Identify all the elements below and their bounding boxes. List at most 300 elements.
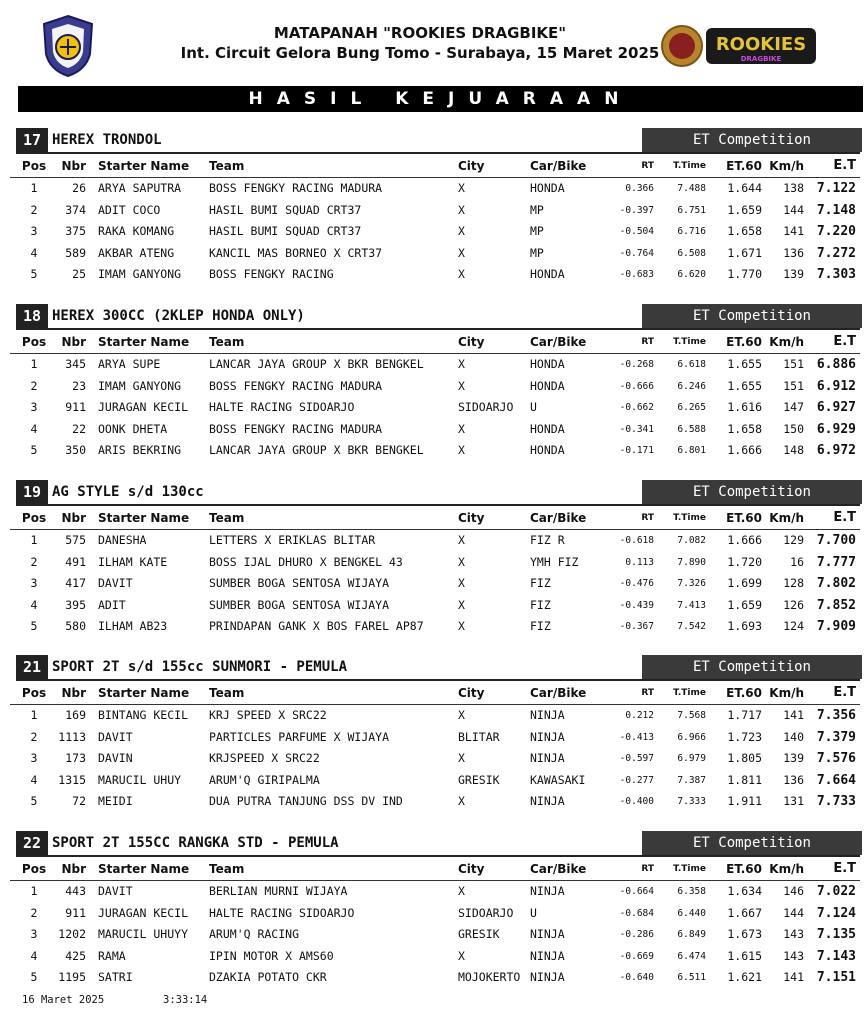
cell-pos: 2 xyxy=(30,905,38,920)
cell-car: YMH FIZ xyxy=(530,554,579,569)
column-header-name: Starter Name xyxy=(98,862,190,876)
class-name: HEREX TRONDOL xyxy=(52,132,162,148)
column-header-et: E.T xyxy=(833,158,856,173)
cell-et: 7.700 xyxy=(816,533,856,548)
column-header-et60: ET.60 xyxy=(726,862,762,876)
cell-city: X xyxy=(458,181,465,195)
cell-et: 7.909 xyxy=(816,619,856,635)
cell-city: X xyxy=(458,597,465,612)
cell-et: 7.022 xyxy=(816,884,856,899)
cell-team: ARUM'Q GIRIPALMA xyxy=(209,772,320,787)
cell-car: FIZ xyxy=(530,576,551,591)
cell-name: DAVIT xyxy=(98,884,133,898)
cell-name: DAVIT xyxy=(98,729,133,744)
cell-nbr: 374 xyxy=(65,202,86,217)
cell-city: MOJOKERTO xyxy=(458,970,521,985)
cell-team: BOSS FENGKY RACING xyxy=(209,267,334,282)
cell-kmh: 16 xyxy=(790,554,804,569)
column-header-tt: T.Time xyxy=(673,337,706,347)
table-row xyxy=(10,200,860,222)
column-header-tt: T.Time xyxy=(673,513,706,523)
cell-kmh: 151 xyxy=(783,378,804,393)
column-header-kmh: Km/h xyxy=(769,335,804,349)
cell-et60: 1.805 xyxy=(727,751,762,766)
cell-et: 7.148 xyxy=(816,202,856,218)
cell-name: JURAGAN KECIL xyxy=(98,400,189,415)
cell-name: ILHAM AB23 xyxy=(98,619,168,634)
cell-name: DAVIT xyxy=(98,576,133,591)
cell-city: X xyxy=(458,245,465,260)
table-row xyxy=(10,924,860,946)
cell-et: 7.777 xyxy=(816,554,856,570)
cell-car: U xyxy=(530,905,537,920)
cell-name: IMAM GANYONG xyxy=(98,267,182,282)
cell-city: X xyxy=(458,224,465,239)
cell-rt: -0.666 xyxy=(619,380,654,392)
cell-car: NINJA xyxy=(530,970,565,985)
column-header-pos: Pos xyxy=(21,862,47,876)
cell-et60: 1.658 xyxy=(727,224,762,239)
cell-pos: 4 xyxy=(30,245,38,260)
class-name: AG STYLE s/d 130cc xyxy=(52,484,204,500)
cell-tt: 6.474 xyxy=(677,950,706,962)
column-header-kmh: Km/h xyxy=(769,511,804,525)
cell-et: 6.927 xyxy=(816,400,856,416)
cell-et60: 1.717 xyxy=(727,708,762,722)
column-header-tt: T.Time xyxy=(673,864,706,874)
column-header-nbr: Nbr xyxy=(61,335,86,349)
table-row xyxy=(10,881,860,903)
cell-tt: 6.508 xyxy=(677,247,706,259)
cell-city: X xyxy=(458,421,465,436)
table-row xyxy=(10,705,860,727)
column-header-et60: ET.60 xyxy=(726,159,762,173)
cell-kmh: 128 xyxy=(783,576,804,591)
cell-name: ARYA SAPUTRA xyxy=(98,181,182,195)
table-row xyxy=(10,791,860,813)
cell-et: 7.220 xyxy=(816,224,856,240)
cell-rt: 0.212 xyxy=(625,710,654,721)
cell-kmh: 150 xyxy=(783,421,804,436)
cell-pos: 5 xyxy=(30,267,38,282)
cell-rt: -0.664 xyxy=(619,886,654,897)
cell-car: NINJA xyxy=(530,708,565,722)
cell-car: KAWASAKI xyxy=(530,772,586,787)
cell-tt: 6.966 xyxy=(677,731,706,743)
cell-nbr: 443 xyxy=(65,884,86,898)
cell-city: X xyxy=(458,794,465,809)
cell-name: IMAM GANYONG xyxy=(98,378,182,393)
column-header-team: Team xyxy=(209,862,245,876)
cell-et60: 1.811 xyxy=(727,772,762,787)
cell-team: LANCAR JAYA GROUP X BKR BENGKEL xyxy=(209,443,424,458)
cell-rt: -0.504 xyxy=(619,226,654,238)
cell-pos: 5 xyxy=(30,970,38,985)
cell-kmh: 146 xyxy=(783,884,804,898)
column-header-pos: Pos xyxy=(21,686,47,700)
class-header xyxy=(10,304,860,328)
race-class-section xyxy=(10,831,860,989)
cell-city: X xyxy=(458,357,465,371)
cell-pos: 3 xyxy=(30,224,38,239)
competition-type-badge: ET Competition xyxy=(642,655,862,679)
cell-kmh: 144 xyxy=(783,905,804,920)
cell-et60: 1.666 xyxy=(727,443,762,458)
cell-nbr: 911 xyxy=(65,400,86,415)
column-header-pos: Pos xyxy=(21,335,47,349)
cell-team: HASIL BUMI SQUAD CRT37 xyxy=(209,202,362,217)
table-row xyxy=(10,376,860,398)
cell-nbr: 911 xyxy=(65,905,86,920)
cell-kmh: 138 xyxy=(783,181,804,195)
cell-rt: -0.439 xyxy=(619,599,654,611)
cell-et: 7.852 xyxy=(816,597,856,613)
cell-et60: 1.720 xyxy=(727,554,762,569)
column-header-team: Team xyxy=(209,335,245,349)
column-header-team: Team xyxy=(209,159,245,173)
cell-city: X xyxy=(458,576,465,591)
cell-team: LETTERS X ERIKLAS BLITAR xyxy=(209,533,376,547)
cell-et60: 1.659 xyxy=(727,597,762,612)
table-row xyxy=(10,530,860,552)
table-header xyxy=(10,507,860,530)
race-class-section xyxy=(10,128,860,286)
cell-tt: 6.440 xyxy=(677,907,706,919)
column-header-pos: Pos xyxy=(21,511,47,525)
cell-city: X xyxy=(458,554,465,569)
cell-team: SUMBER BOGA SENTOSA WIJAYA xyxy=(209,576,390,591)
cell-kmh: 124 xyxy=(783,619,804,634)
column-header-tt: T.Time xyxy=(673,688,706,698)
cell-rt: -0.367 xyxy=(619,621,654,633)
cell-tt: 6.849 xyxy=(677,929,706,941)
cell-et60: 1.658 xyxy=(727,421,762,436)
cell-kmh: 141 xyxy=(783,708,804,722)
cell-et: 7.576 xyxy=(816,751,856,767)
table-row xyxy=(10,221,860,243)
column-header-car: Car/Bike xyxy=(530,862,587,876)
column-header-rt: RT xyxy=(641,688,654,698)
cell-team: KANCIL MAS BORNEO X CRT37 xyxy=(209,245,383,260)
cell-tt: 6.246 xyxy=(677,380,706,392)
page-header xyxy=(0,0,867,84)
cell-nbr: 589 xyxy=(65,245,86,260)
cell-team: DUA PUTRA TANJUNG DSS DV IND xyxy=(209,794,403,809)
cell-name: ILHAM KATE xyxy=(98,554,168,569)
class-number: 22 xyxy=(16,831,48,855)
column-header-nbr: Nbr xyxy=(61,862,86,876)
cell-et60: 1.770 xyxy=(727,267,762,282)
column-header-team: Team xyxy=(209,511,245,525)
table-row xyxy=(10,770,860,792)
cell-nbr: 1113 xyxy=(58,729,86,744)
print-date: 16 Maret 2025 xyxy=(22,994,105,1006)
cell-tt: 6.620 xyxy=(677,269,706,281)
cell-nbr: 25 xyxy=(72,267,86,282)
column-header-et60: ET.60 xyxy=(726,686,762,700)
column-header-rt: RT xyxy=(641,513,654,523)
cell-rt: -0.400 xyxy=(619,796,654,808)
cell-city: X xyxy=(458,708,465,722)
table-row xyxy=(10,595,860,617)
table-row xyxy=(10,552,860,574)
table-row xyxy=(10,264,860,286)
cell-tt: 6.618 xyxy=(677,359,706,370)
cell-et60: 1.634 xyxy=(727,884,762,898)
cell-team: DZAKIA POTATO CKR xyxy=(209,970,327,985)
cell-et: 7.664 xyxy=(816,772,856,788)
cell-nbr: 72 xyxy=(72,794,86,809)
class-number: 19 xyxy=(16,480,48,504)
cell-car: NINJA xyxy=(530,794,565,809)
class-name: SPORT 2T s/d 155cc SUNMORI - PEMULA xyxy=(52,659,348,675)
cell-kmh: 139 xyxy=(783,267,804,282)
cell-nbr: 1202 xyxy=(58,927,86,942)
cell-nbr: 169 xyxy=(65,708,86,722)
cell-kmh: 139 xyxy=(783,751,804,766)
table-row xyxy=(10,243,860,265)
cell-car: HONDA xyxy=(530,267,565,282)
cell-et60: 1.655 xyxy=(727,378,762,393)
cell-team: KRJ SPEED X SRC22 xyxy=(209,708,327,722)
cell-name: DANESHA xyxy=(98,533,147,547)
cell-rt: -0.597 xyxy=(619,753,654,765)
cell-kmh: 126 xyxy=(783,597,804,612)
class-number: 17 xyxy=(16,128,48,152)
cell-et60: 1.699 xyxy=(727,576,762,591)
column-header-rt: RT xyxy=(641,337,654,347)
cell-tt: 7.890 xyxy=(677,556,706,568)
cell-kmh: 136 xyxy=(783,772,804,787)
cell-city: SIDOARJO xyxy=(458,905,514,920)
cell-name: RAKA KOMANG xyxy=(98,224,175,239)
cell-rt: -0.684 xyxy=(619,907,654,919)
cell-name: OONK DHETA xyxy=(98,421,168,436)
cell-city: GRESIK xyxy=(458,772,500,787)
cell-kmh: 144 xyxy=(783,202,804,217)
cell-team: SUMBER BOGA SENTOSA WIJAYA xyxy=(209,597,390,612)
cell-rt: -0.764 xyxy=(619,247,654,259)
column-header-car: Car/Bike xyxy=(530,159,587,173)
cell-pos: 1 xyxy=(30,357,38,371)
cell-name: ARIS BEKRING xyxy=(98,443,182,458)
column-header-nbr: Nbr xyxy=(61,511,86,525)
column-header-team: Team xyxy=(209,686,245,700)
cell-nbr: 425 xyxy=(65,948,86,963)
cell-pos: 4 xyxy=(30,597,38,612)
cell-city: X xyxy=(458,884,465,898)
column-header-et60: ET.60 xyxy=(726,335,762,349)
cell-name: DAVIN xyxy=(98,751,133,766)
cell-tt: 6.979 xyxy=(677,753,706,765)
cell-pos: 1 xyxy=(30,884,38,898)
cell-name: ADIT xyxy=(98,597,126,612)
table-row xyxy=(10,616,860,638)
cell-team: KRJSPEED X SRC22 xyxy=(209,751,320,766)
cell-name: SATRI xyxy=(98,970,133,985)
cell-nbr: 395 xyxy=(65,597,86,612)
cell-et60: 1.911 xyxy=(727,794,762,809)
cell-tt: 6.265 xyxy=(677,402,706,414)
divider xyxy=(16,152,860,154)
cell-car: HONDA xyxy=(530,421,565,436)
cell-tt: 7.387 xyxy=(677,774,706,786)
cell-kmh: 131 xyxy=(783,794,804,809)
table-row xyxy=(10,178,860,200)
cell-team: BERLIAN MURNI WIJAYA xyxy=(209,884,348,898)
cell-tt: 7.488 xyxy=(677,183,706,194)
cell-pos: 1 xyxy=(30,708,38,722)
table-row xyxy=(10,967,860,989)
cell-rt: -0.268 xyxy=(619,359,654,370)
cell-team: HALTE RACING SIDOARJO xyxy=(209,905,355,920)
cell-name: BINTANG KECIL xyxy=(98,708,189,722)
cell-rt: -0.277 xyxy=(619,774,654,786)
logo-rookies-text: ROOKIES xyxy=(715,34,807,55)
cell-team: BOSS FENGKY RACING MADURA xyxy=(209,378,383,393)
cell-et60: 1.723 xyxy=(727,729,762,744)
cell-team: BOSS FENGKY RACING MADURA xyxy=(209,421,383,436)
cell-city: X xyxy=(458,443,465,458)
cell-pos: 1 xyxy=(30,533,38,547)
cell-kmh: 136 xyxy=(783,245,804,260)
cell-tt: 6.358 xyxy=(677,886,706,897)
cell-nbr: 491 xyxy=(65,554,86,569)
cell-et: 7.303 xyxy=(816,267,856,283)
cell-nbr: 375 xyxy=(65,224,86,239)
class-header xyxy=(10,831,860,855)
cell-et: 7.122 xyxy=(816,181,856,196)
cell-city: X xyxy=(458,267,465,282)
cell-nbr: 23 xyxy=(72,378,86,393)
cell-rt: 0.113 xyxy=(625,556,654,568)
cell-pos: 2 xyxy=(30,729,38,744)
cell-rt: -0.397 xyxy=(619,204,654,216)
cell-pos: 2 xyxy=(30,378,38,393)
rookies-dragbike-logo-icon xyxy=(660,18,820,74)
column-header-nbr: Nbr xyxy=(61,159,86,173)
cell-team: LANCAR JAYA GROUP X BKR BENGKEL xyxy=(209,357,424,371)
column-header-name: Starter Name xyxy=(98,159,190,173)
cell-car: MP xyxy=(530,224,544,239)
cell-nbr: 22 xyxy=(72,421,86,436)
cell-et: 7.124 xyxy=(816,905,856,921)
cell-rt: -0.476 xyxy=(619,578,654,590)
table-row xyxy=(10,397,860,419)
cell-pos: 5 xyxy=(30,443,38,458)
column-header-pos: Pos xyxy=(21,159,47,173)
column-header-kmh: Km/h xyxy=(769,862,804,876)
class-name: SPORT 2T 155CC RANGKA STD - PEMULA xyxy=(52,835,339,851)
cell-pos: 3 xyxy=(30,576,38,591)
cell-city: X xyxy=(458,619,465,634)
cell-et: 7.802 xyxy=(816,576,856,592)
cell-car: FIZ R xyxy=(530,533,565,547)
cell-name: ARYA SUPE xyxy=(98,357,161,371)
cell-pos: 2 xyxy=(30,554,38,569)
cell-et60: 1.616 xyxy=(727,400,762,415)
cell-et: 7.151 xyxy=(816,970,856,986)
cell-rt: -0.618 xyxy=(619,535,654,546)
cell-et: 6.929 xyxy=(816,421,856,437)
race-class-section xyxy=(10,304,860,462)
cell-name: MARUCIL UHUYY xyxy=(98,927,189,942)
cell-car: FIZ xyxy=(530,619,551,634)
divider xyxy=(16,328,860,330)
print-time: 3:33:14 xyxy=(163,994,208,1006)
cell-tt: 7.326 xyxy=(677,578,706,590)
cell-kmh: 140 xyxy=(783,729,804,744)
column-header-et: E.T xyxy=(833,861,856,876)
class-number: 18 xyxy=(16,304,48,328)
race-class-section xyxy=(10,480,860,638)
cell-tt: 6.751 xyxy=(677,204,706,216)
cell-nbr: 417 xyxy=(65,576,86,591)
cell-city: X xyxy=(458,948,465,963)
cell-nbr: 173 xyxy=(65,751,86,766)
cell-tt: 6.511 xyxy=(677,972,706,984)
column-header-car: Car/Bike xyxy=(530,335,587,349)
cell-kmh: 147 xyxy=(783,400,804,415)
table-row xyxy=(10,748,860,770)
event-title: MATAPANAH "ROOKIES DRAGBIKE" xyxy=(273,24,567,42)
results-banner: HASIL KEJUARAAN xyxy=(18,86,863,112)
cell-et60: 1.693 xyxy=(727,619,762,634)
cell-city: X xyxy=(458,751,465,766)
cell-car: NINJA xyxy=(530,948,565,963)
cell-pos: 4 xyxy=(30,772,38,787)
cell-et60: 1.655 xyxy=(727,357,762,371)
cell-pos: 3 xyxy=(30,400,38,415)
cell-rt: -0.413 xyxy=(619,731,654,743)
cell-et: 7.143 xyxy=(816,948,856,964)
cell-team: BOSS FENGKY RACING MADURA xyxy=(209,181,383,195)
cell-et: 6.912 xyxy=(816,378,856,394)
cell-et60: 1.666 xyxy=(727,533,762,547)
event-subtitle: Int. Circuit Gelora Bung Tomo - Surabaya, 15 Maret 2025 xyxy=(180,44,660,62)
cell-city: X xyxy=(458,202,465,217)
column-header-car: Car/Bike xyxy=(530,686,587,700)
cell-et: 7.272 xyxy=(816,245,856,261)
table-row xyxy=(10,946,860,968)
cell-pos: 3 xyxy=(30,927,38,942)
column-header-et: E.T xyxy=(833,510,856,525)
table-row xyxy=(10,419,860,441)
cell-city: X xyxy=(458,533,465,547)
cell-pos: 1 xyxy=(30,181,38,195)
column-header-et: E.T xyxy=(833,334,856,349)
competition-type-badge: ET Competition xyxy=(642,480,862,504)
competition-type-badge: ET Competition xyxy=(642,831,862,855)
cell-et60: 1.621 xyxy=(727,970,762,985)
cell-nbr: 1315 xyxy=(58,772,86,787)
cell-et60: 1.673 xyxy=(727,927,762,942)
column-header-city: City xyxy=(458,159,485,173)
cell-tt: 7.413 xyxy=(677,599,706,611)
cell-tt: 7.542 xyxy=(677,621,706,633)
table-row xyxy=(10,354,860,376)
table-row xyxy=(10,903,860,925)
class-header xyxy=(10,128,860,152)
cell-nbr: 580 xyxy=(65,619,86,634)
cell-city: SIDOARJO xyxy=(458,400,514,415)
cell-car: NINJA xyxy=(530,729,565,744)
cell-tt: 6.801 xyxy=(677,445,706,457)
cell-pos: 5 xyxy=(30,619,38,634)
cell-nbr: 350 xyxy=(65,443,86,458)
column-header-name: Starter Name xyxy=(98,686,190,700)
cell-name: MEIDI xyxy=(98,794,133,809)
